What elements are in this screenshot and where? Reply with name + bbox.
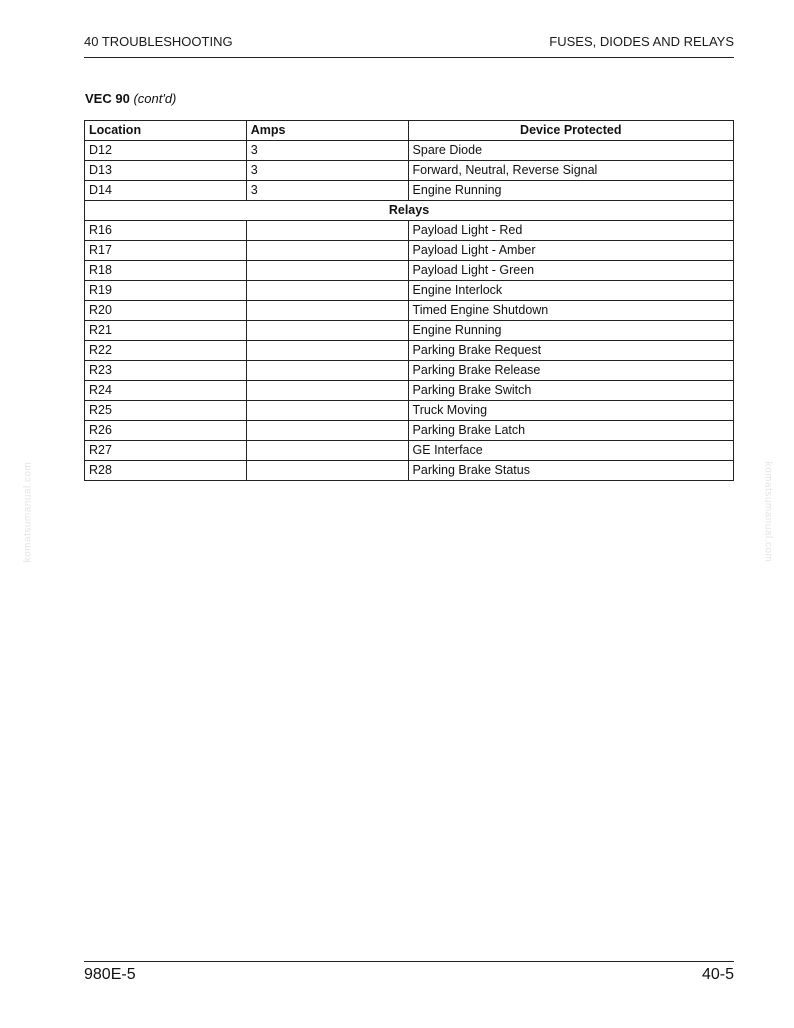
column-header-amps: Amps (246, 121, 408, 141)
table-row (85, 321, 734, 341)
relays-group-row (85, 201, 734, 221)
table-row (85, 241, 734, 261)
cell-amps (246, 441, 408, 461)
footer-model: 980E-5 (84, 966, 136, 983)
cell-location: D12 (85, 141, 247, 161)
relays-heading: Relays (85, 201, 734, 221)
cell-location: R23 (85, 361, 247, 381)
table-row (85, 441, 734, 461)
cell-location: R16 (85, 221, 247, 241)
cell-device: Engine Running (408, 181, 733, 201)
header-rule (84, 57, 734, 58)
fuse-diode-relay-table (84, 120, 734, 481)
cell-device: Parking Brake Latch (408, 421, 733, 441)
cell-device: Parking Brake Release (408, 361, 733, 381)
cell-device: Payload Light - Red (408, 221, 733, 241)
page-header (84, 34, 734, 49)
table-row (85, 181, 734, 201)
cell-device: Truck Moving (408, 401, 733, 421)
cell-amps: 3 (246, 161, 408, 181)
cell-device: Payload Light - Green (408, 261, 733, 281)
cell-location: R26 (85, 421, 247, 441)
table-row (85, 381, 734, 401)
table-row (85, 341, 734, 361)
cell-location: D13 (85, 161, 247, 181)
diode-rows (85, 141, 734, 201)
cell-amps (246, 421, 408, 441)
cell-device: Parking Brake Request (408, 341, 733, 361)
section-title (85, 91, 176, 106)
cell-amps (246, 401, 408, 421)
cell-location: R17 (85, 241, 247, 261)
column-header-device: Device Protected (408, 121, 733, 141)
cell-amps (246, 321, 408, 341)
table-header-row (85, 121, 734, 141)
section-title-main: VEC 90 (85, 91, 130, 106)
cell-location: D14 (85, 181, 247, 201)
table-row (85, 281, 734, 301)
table-row (85, 301, 734, 321)
column-header-location: Location (85, 121, 247, 141)
cell-device: Parking Brake Status (408, 461, 733, 481)
cell-amps (246, 281, 408, 301)
cell-amps: 3 (246, 181, 408, 201)
cell-amps (246, 361, 408, 381)
table-row (85, 401, 734, 421)
page-footer (84, 966, 734, 984)
cell-location: R21 (85, 321, 247, 341)
table-row (85, 261, 734, 281)
header-section: FUSES, DIODES AND RELAYS (549, 34, 734, 49)
table-row (85, 421, 734, 441)
cell-device: Forward, Neutral, Reverse Signal (408, 161, 733, 181)
cell-amps (246, 221, 408, 241)
cell-location: R20 (85, 301, 247, 321)
cell-device: GE Interface (408, 441, 733, 461)
table-row (85, 141, 734, 161)
cell-amps (246, 301, 408, 321)
cell-amps: 3 (246, 141, 408, 161)
section-title-note: (cont'd) (133, 91, 177, 106)
table-row (85, 361, 734, 381)
cell-device: Engine Interlock (408, 281, 733, 301)
cell-device: Payload Light - Amber (408, 241, 733, 261)
header-chapter: 40 TROUBLESHOOTING (84, 34, 233, 49)
cell-device: Engine Running (408, 321, 733, 341)
cell-amps (246, 461, 408, 481)
relay-rows (85, 221, 734, 481)
table-row (85, 221, 734, 241)
cell-device: Parking Brake Switch (408, 381, 733, 401)
watermark-right: komatsumanual.com (762, 461, 774, 563)
table-row (85, 161, 734, 181)
cell-location: R22 (85, 341, 247, 361)
cell-amps (246, 261, 408, 281)
watermark-left: komatsumanual.com (22, 461, 34, 563)
footer-rule (84, 961, 734, 962)
cell-device: Timed Engine Shutdown (408, 301, 733, 321)
cell-location: R25 (85, 401, 247, 421)
table-row (85, 461, 734, 481)
cell-location: R24 (85, 381, 247, 401)
cell-amps (246, 241, 408, 261)
cell-location: R28 (85, 461, 247, 481)
cell-device: Spare Diode (408, 141, 733, 161)
cell-amps (246, 341, 408, 361)
cell-amps (246, 381, 408, 401)
cell-location: R18 (85, 261, 247, 281)
cell-location: R27 (85, 441, 247, 461)
cell-location: R19 (85, 281, 247, 301)
footer-page-number: 40-5 (701, 966, 734, 983)
